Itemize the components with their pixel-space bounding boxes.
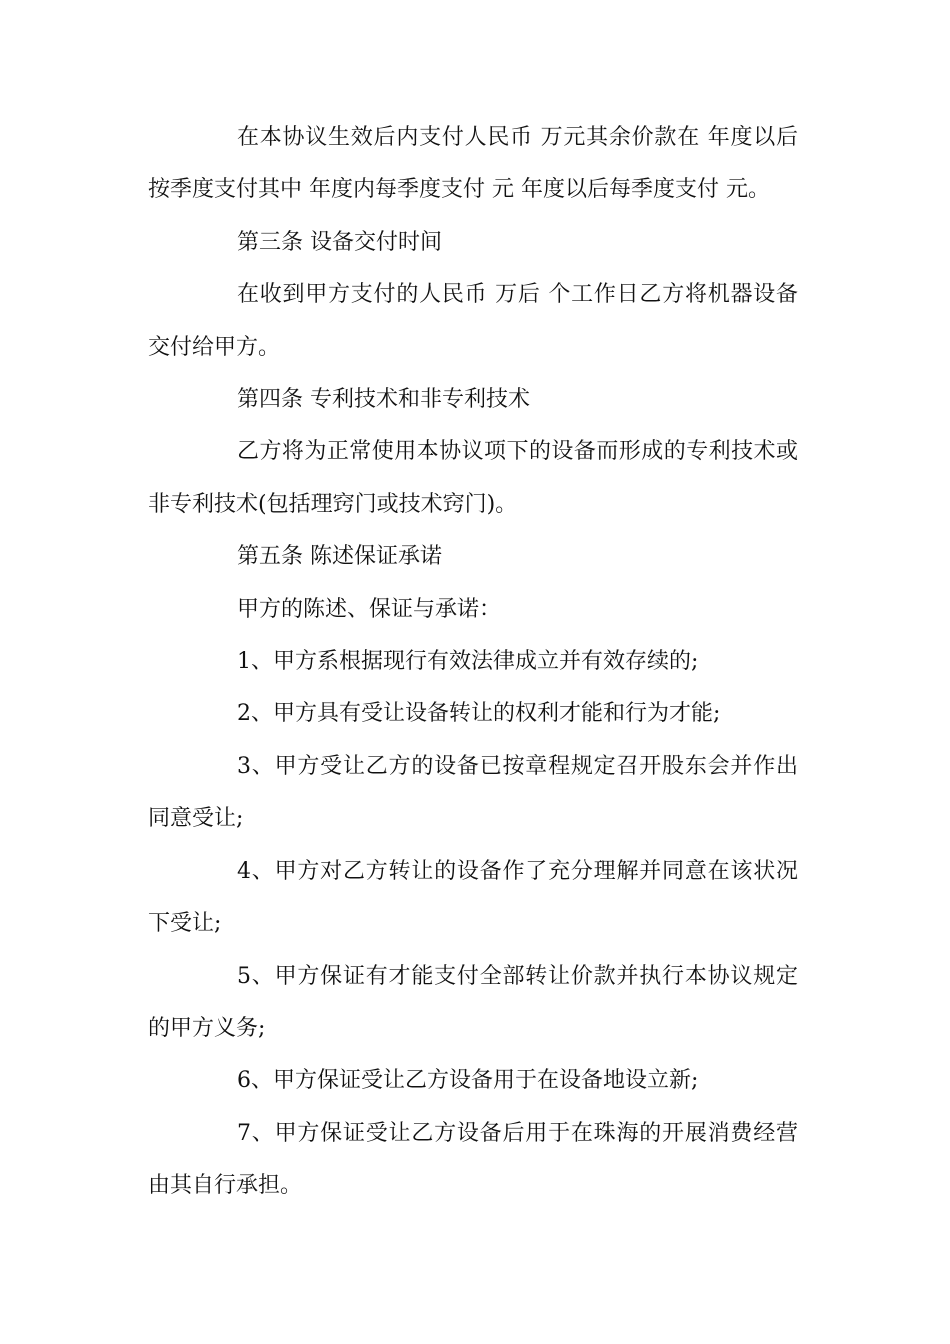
representation-item-5: 5、甲方保证有才能支付全部转让价款并执行本协议规定的甲方义务; (148, 963, 798, 1041)
document-body (148, 112, 798, 1213)
representation-item-2: 2、甲方具有受让设备转让的权利才能和行为才能; (237, 701, 721, 727)
representation-item-6: 6、甲方保证受让乙方设备用于在设备地设立新; (237, 1068, 699, 1094)
patent-terms-paragraph: 乙方将为正常使用本协议项下的设备而形成的专利技术或非专利技术(包括理窍门或技术窍门)。 (148, 439, 798, 517)
delivery-terms-paragraph: 在收到甲方支付的人民币 万后 个工作日乙方将机器设备交付给甲方。 (148, 282, 798, 360)
article-4-heading: 第四条 专利技术和非专利技术 (237, 387, 530, 413)
representation-item-7: 7、甲方保证受让乙方设备后用于在珠海的开展消费经营由其自行承担。 (148, 1120, 798, 1199)
representation-item-1: 1、甲方系根据现行有效法律成立并有效存续的; (237, 649, 699, 675)
representations-intro: 甲方的陈述、保证与承诺： (237, 596, 502, 622)
article-5-heading: 第五条 陈述保证承诺 (237, 544, 442, 570)
representation-item-3: 3、甲方受让乙方的设备已按章程规定召开股东会并作出同意受让; (148, 753, 798, 832)
payment-terms-paragraph: 在本协议生效后内支付人民币 万元其余价款在 年度以后按季度支付其中 年度内每季度支付 元 年度以后每季度支付 元。 (148, 125, 798, 203)
article-3-heading: 第三条 设备交付时间 (237, 229, 442, 255)
representation-item-4: 4、甲方对乙方转让的设备作了充分理解并同意在该状况下受让; (148, 858, 798, 937)
